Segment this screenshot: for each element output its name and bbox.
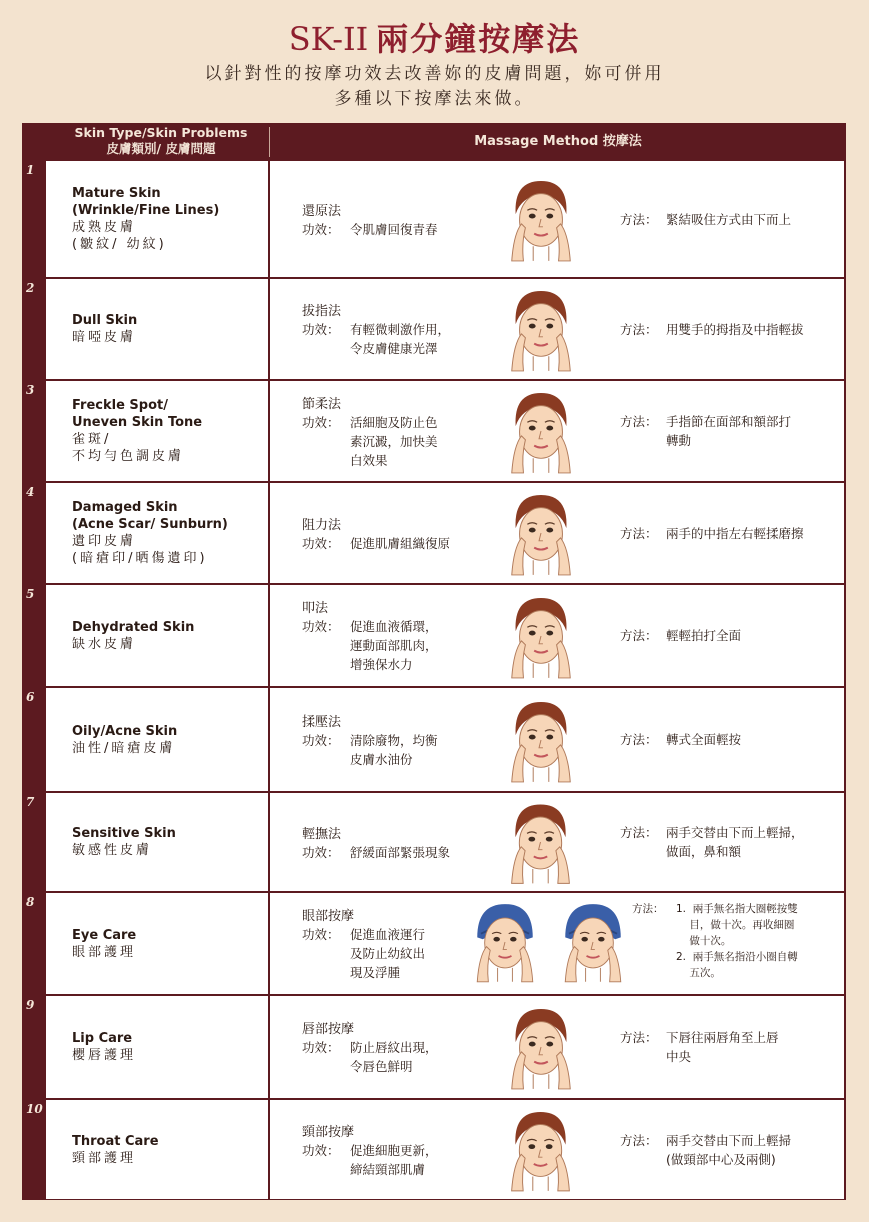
skin-type-en: Lip Care (72, 1031, 133, 1046)
method-label: 方法： (632, 903, 664, 915)
method-effect (302, 731, 502, 769)
method-name: 眼部按摩 (302, 909, 355, 924)
method-name: 輕撫法 (302, 827, 342, 842)
row-number: 2 (26, 281, 35, 295)
skin-type-zh: 敏感性皮膚 (72, 843, 153, 858)
massage-illustration-icon (502, 797, 579, 891)
massage-method-cell (270, 381, 844, 481)
method-label: 方法： (620, 526, 658, 541)
skin-type-zh: 櫻唇護理 (72, 1048, 137, 1063)
header-massage-method: Massage Method 按摩法 (474, 134, 642, 149)
table-row (22, 892, 846, 995)
skin-type-en: (Wrinkle/Fine Lines) (72, 203, 220, 218)
page-subtitle (0, 62, 869, 112)
method-text: 下唇往兩唇角至上唇 中央 (666, 1030, 779, 1064)
effect-text: 舒緩面部緊張現象 (350, 845, 451, 860)
method-effect (302, 1038, 502, 1076)
effect-text: 令肌膚回復青春 (350, 222, 438, 237)
effect-text: 促進血液循環， 運動面部肌肉， 增強保水力 (350, 619, 438, 672)
row-number: 1 (26, 163, 35, 177)
massage-illustration-icon (502, 173, 580, 269)
method-instructions (620, 626, 840, 645)
skin-type (72, 1030, 268, 1064)
skin-type-cell (46, 585, 268, 686)
massage-method-cell (270, 1100, 844, 1199)
header-skin-type-en: Skin Type/Skin Problems (74, 125, 248, 140)
method-name: 節柔法 (302, 397, 342, 412)
skin-type (72, 825, 268, 859)
table-row (22, 380, 846, 482)
skin-type-en: Freckle Spot/ (72, 398, 168, 413)
row-number: 5 (26, 587, 35, 601)
method-text: 兩手交替由下而上輕掃， 做面，鼻和額 (666, 825, 804, 859)
skin-type-en: Dehydrated Skin (72, 620, 195, 635)
skin-type-en: Sensitive Skin (72, 826, 176, 841)
method-label: 方法： (620, 1133, 658, 1148)
method-label: 方法： (620, 732, 658, 747)
effect-text: 促進細胞更新， 締結頸部肌膚 (350, 1143, 438, 1177)
skin-type (72, 927, 268, 961)
method-label: 方法： (620, 414, 658, 429)
row-number: 4 (26, 485, 35, 499)
table-row (22, 995, 846, 1099)
effect-text: 活細胞及防止色 素沉澱，加快美 白效果 (350, 415, 438, 468)
massage-illustration-icon (502, 385, 580, 481)
effect-text: 有輕微刺激作用， 令皮膚健康光澤 (350, 322, 451, 356)
table-row (22, 687, 846, 792)
method-name: 叩法 (302, 601, 329, 616)
effect-label: 功效： (302, 619, 340, 634)
method-name: 頸部按摩 (302, 1125, 355, 1140)
effect-label: 功效： (302, 536, 340, 551)
header-skin-type-zh: 皮膚類別/ 皮膚問題 (106, 141, 216, 156)
effect-label: 功效： (302, 1143, 340, 1158)
row-number: 7 (26, 795, 35, 809)
method-effect (302, 843, 502, 862)
skin-type-zh: 缺水皮膚 (72, 637, 137, 652)
skin-type-zh: 暗啞皮膚 (72, 330, 137, 345)
method-label: 方法： (620, 322, 658, 337)
method-effect (302, 320, 502, 358)
method-name: 揉壓法 (302, 715, 342, 730)
effect-label: 功效： (302, 322, 340, 337)
skin-type-cell (46, 161, 268, 277)
row-number: 10 (26, 1102, 43, 1116)
effect-label: 功效： (302, 927, 340, 942)
effect-label: 功效： (302, 1040, 340, 1055)
method-text: 手指節在面部和額部打 轉動 (666, 414, 792, 448)
skin-type (72, 723, 268, 757)
skin-type-zh: (皺紋/ 幼紋) (72, 237, 167, 252)
page-header (0, 0, 869, 120)
massage-illustration-icon (502, 283, 580, 379)
effect-label: 功效： (302, 845, 340, 860)
massage-illustration-icon (556, 896, 630, 992)
method-instructions (620, 524, 840, 543)
skin-type-zh: 遺印皮膚 (72, 534, 137, 549)
massage-method-cell (270, 688, 844, 791)
method-instructions (632, 901, 852, 981)
title-text: 兩分鐘按摩法 (376, 20, 581, 58)
massage-illustration-icon (502, 590, 580, 686)
method-instructions (620, 1028, 840, 1066)
skin-type-en: Eye Care (72, 928, 137, 943)
method-text: 兩手的中指左右輕揉磨擦 (666, 526, 804, 541)
row-number: 6 (26, 690, 35, 704)
massage-method-cell (270, 893, 844, 994)
massage-method-cell (270, 585, 844, 686)
method-instructions (620, 320, 840, 339)
method-instructions (620, 730, 840, 749)
page-title (0, 14, 869, 60)
skin-type-cell (46, 1100, 268, 1199)
skin-type-zh: 頸部護理 (72, 1151, 137, 1166)
massage-illustration-icon (468, 896, 542, 992)
method-instructions (620, 412, 840, 450)
method-instructions (620, 823, 840, 861)
header-skin-type (52, 125, 270, 157)
skin-type-en: (Acne Scar/ Sunburn) (72, 517, 228, 532)
effect-text: 促進肌膚組織復原 (350, 536, 451, 551)
method-name: 阻力法 (302, 518, 342, 533)
skin-type (72, 499, 268, 567)
skin-type-en: Oily/Acne Skin (72, 724, 178, 739)
effect-text: 防止唇紋出現， 令唇色鮮明 (350, 1040, 438, 1074)
brand-logo: SK-II (288, 20, 369, 58)
effect-label: 功效： (302, 733, 340, 748)
massage-method-cell (270, 279, 844, 379)
method-text: 轉式全面輕按 (666, 732, 742, 747)
subtitle-line-1: 以針對性的按摩功效去改善妳的皮膚問題，妳可併用 (204, 64, 665, 84)
skin-type-cell (46, 381, 268, 481)
skin-type-en: Throat Care (72, 1134, 159, 1149)
skin-type-zh: 眼部護理 (72, 945, 137, 960)
method-text: 1. 兩手無名指大圈輕按雙 目，做十次。再收細圈 做十次。 2. 兩手無名指沿小圈自轉 五次。 (676, 903, 798, 979)
effect-text: 清除廢物，均衡 皮膚水油份 (350, 733, 438, 767)
skin-type (72, 1133, 268, 1167)
skin-type-en: Mature Skin (72, 186, 161, 201)
skin-type-cell (46, 793, 268, 891)
table-header (22, 123, 846, 160)
row-number: 8 (26, 895, 35, 909)
table-row (22, 278, 846, 380)
method-label: 方法： (620, 1030, 658, 1045)
row-number: 3 (26, 383, 35, 397)
massage-method-cell (270, 161, 844, 277)
massage-illustration-icon (502, 1001, 580, 1097)
table-row (22, 482, 846, 584)
method-label: 方法： (620, 628, 658, 643)
massage-table (22, 123, 846, 1200)
skin-type (72, 397, 268, 465)
skin-type (72, 185, 268, 253)
skin-type-cell (46, 483, 268, 583)
method-effect (302, 220, 502, 239)
skin-type-cell (46, 688, 268, 791)
skin-type-zh: 雀斑/ (72, 432, 112, 447)
method-effect (302, 534, 502, 553)
method-label: 方法： (620, 212, 658, 227)
method-instructions (620, 210, 840, 229)
skin-type (72, 312, 268, 346)
skin-type-zh: 不均勻色調皮膚 (72, 449, 185, 464)
table-row (22, 792, 846, 892)
method-effect (302, 413, 502, 470)
table-row (22, 584, 846, 687)
method-label: 方法： (620, 825, 658, 840)
massage-method-cell (270, 996, 844, 1098)
method-instructions (620, 1131, 840, 1169)
method-name: 唇部按摩 (302, 1022, 355, 1037)
skin-type-zh: 成熟皮膚 (72, 220, 137, 235)
method-effect (302, 1141, 502, 1179)
massage-illustration-icon (502, 694, 580, 790)
massage-method-cell (270, 793, 844, 891)
effect-label: 功效： (302, 415, 340, 430)
subtitle-line-2: 多種以下按摩法來做。 (334, 89, 535, 109)
effect-label: 功效： (302, 222, 340, 237)
massage-illustration-icon (502, 1104, 579, 1199)
skin-type-cell (46, 996, 268, 1098)
method-effect (302, 617, 502, 674)
skin-type (72, 619, 268, 653)
effect-text: 促進血液運行 及防止幼紋出 現及浮腫 (350, 927, 426, 980)
method-text: 緊結吸住方式由下而上 (666, 212, 792, 227)
skin-type-cell (46, 279, 268, 379)
skin-type-en: Uneven Skin Tone (72, 415, 203, 430)
row-number: 9 (26, 998, 35, 1012)
table-row (22, 1099, 846, 1200)
skin-type-zh: 油性/暗瘡皮膚 (72, 741, 176, 756)
method-name: 還原法 (302, 204, 342, 219)
massage-illustration-icon (502, 487, 580, 583)
method-name: 拔指法 (302, 304, 342, 319)
method-text: 輕輕拍打全面 (666, 628, 742, 643)
skin-type-en: Dull Skin (72, 313, 138, 328)
method-text: 用雙手的拇指及中指輕拔 (666, 322, 804, 337)
skin-type-zh: (暗瘡印/晒傷遺印) (72, 551, 208, 566)
skin-type-en: Damaged Skin (72, 500, 178, 515)
table-row (22, 160, 846, 278)
massage-method-cell (270, 483, 844, 583)
method-text: 兩手交替由下而上輕掃 (做頸部中心及兩側) (666, 1133, 792, 1167)
skin-type-cell (46, 893, 268, 994)
